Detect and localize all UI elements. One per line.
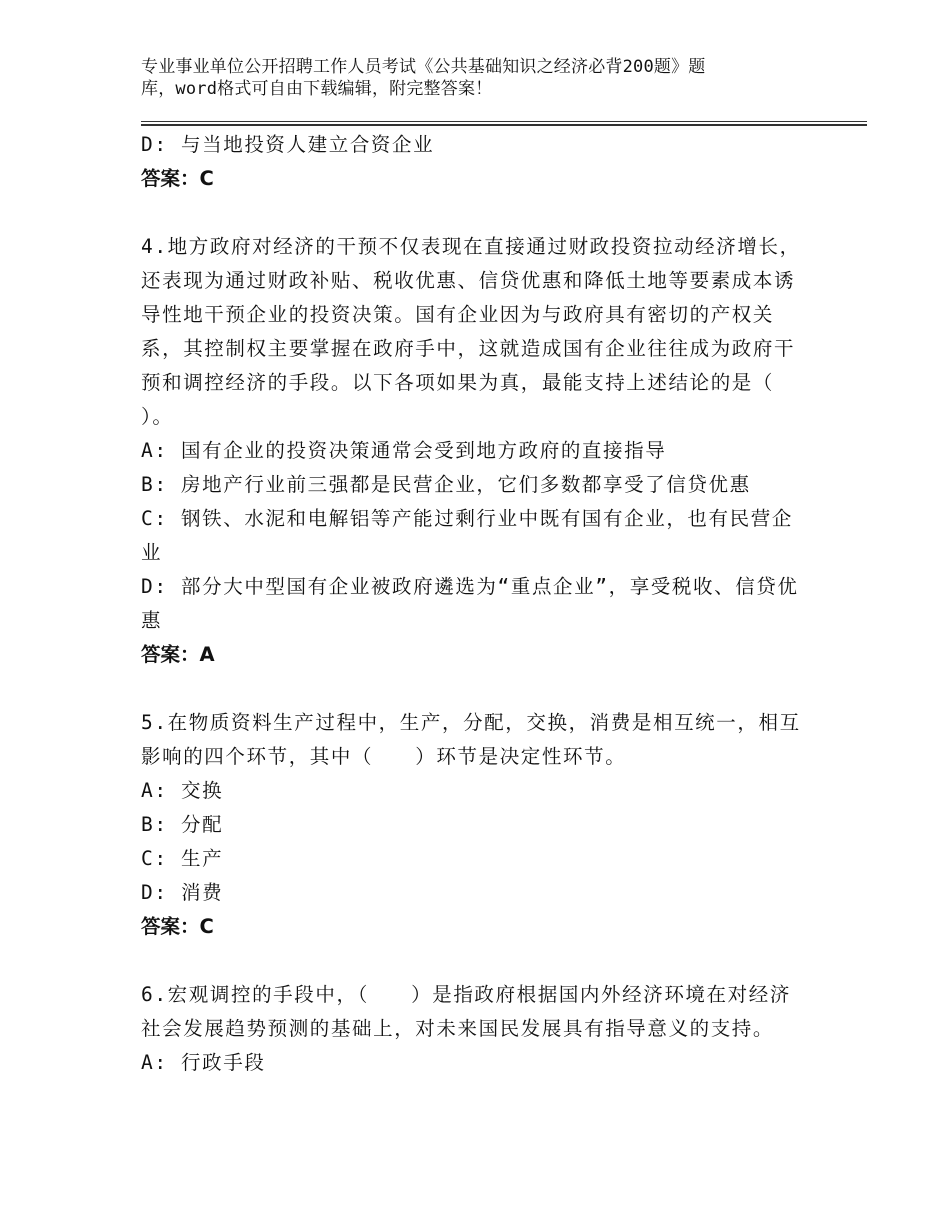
question-4 (141, 230, 817, 672)
spacer (141, 196, 811, 230)
answer: 答案：C (141, 915, 214, 938)
question-content (141, 128, 817, 1080)
option-b: B: 房地产行业前三强都是民营企业，它们多数都享受了信贷优惠 (141, 473, 751, 496)
document-header (141, 56, 781, 100)
question-stem: 5.在物质资料生产过程中，生产，分配，交换，消费是相互统一，相互影响的四个环节，其中（ ）环节是决定性环节。 (141, 711, 801, 768)
header-rule-thick (141, 124, 867, 126)
header-rule-thin (141, 121, 867, 122)
question-6 (141, 978, 811, 1080)
option-a: A: 交换 (141, 779, 224, 802)
option-c: C: 钢铁、水泥和电解铝等产能过剩行业中既有国有企业，也有民营企业 (141, 507, 793, 564)
spacer (141, 672, 811, 706)
question-stem: 6.宏观调控的手段中，（ ）是指政府根据国内外经济环境在对经济社会发展趋势预测的基础上，对未来国民发展具有指导意义的支持。 (141, 983, 791, 1040)
option-d: D: 部分大中型国有企业被政府遴选为“重点企业”，享受税收、信贷优惠 (141, 575, 799, 632)
option-c: C: 生产 (141, 847, 224, 870)
option-d: D: 消费 (141, 881, 224, 904)
spacer (141, 944, 811, 978)
header-title-line-2: 库，word格式可自由下载编辑，附完整答案！ (141, 79, 493, 99)
question-stem: 4.地方政府对经济的干预不仅表现在直接通过财政投资拉动经济增长，还表现为通过财政补贴、税收优惠、信贷优惠和降低土地等要素成本诱导性地干预企业的投资决策。国有企业因为与政府具有密切的产权关系，其控制权主要掌握在政府手中，这就造成国有企业往往成为政府干预和调控经济的手段。以下各项如果为真，最能支持上述结论的是（ ）。 (141, 235, 817, 428)
question-5 (141, 706, 811, 944)
question-3-tail (141, 128, 811, 196)
option-a: A: 行政手段 (141, 1051, 266, 1074)
answer: 答案：A (141, 643, 215, 666)
option-b: B: 分配 (141, 813, 224, 836)
option-a: A: 国有企业的投资决策通常会受到地方政府的直接指导 (141, 439, 667, 462)
answer: 答案：C (141, 167, 214, 190)
option-d: D: 与当地投资人建立合资企业 (141, 133, 435, 156)
header-title-line-1: 专业事业单位公开招聘工作人员考试《公共基础知识之经济必背200题》题 (141, 57, 706, 77)
